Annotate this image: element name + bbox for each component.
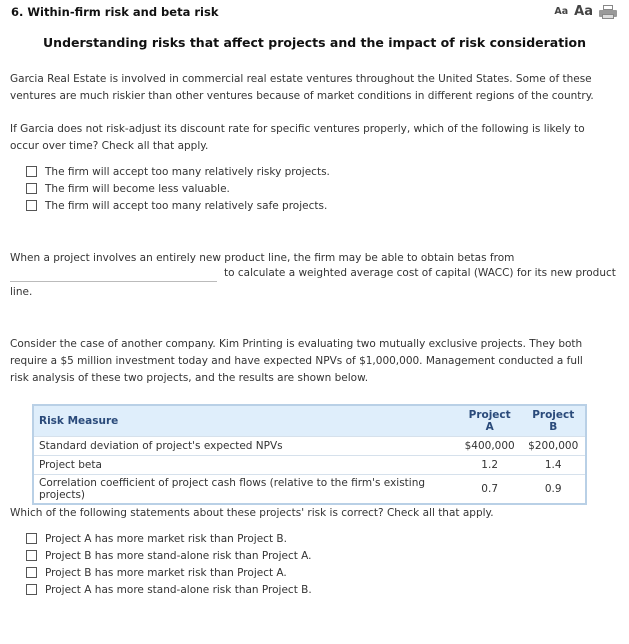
scenario-paragraph: Consider the case of another company. Kim Printing is evaluating two mutually exclusive projects. They both require a $5 million investment today and have expected NPVs of $1,000,000. Management conducted a full risk analysis of these two projects, and the results are shown below. bbox=[10, 338, 583, 384]
q3-option-1[interactable] bbox=[26, 530, 312, 547]
table-row bbox=[33, 437, 586, 456]
checkbox[interactable] bbox=[26, 166, 37, 177]
column-header: Risk Measure bbox=[33, 405, 458, 437]
question2-text-before: When a project involves an entirely new product line, the firm may be able to obtain betas from bbox=[10, 252, 515, 264]
question2-text-end: line. bbox=[10, 286, 33, 298]
intro-paragraph: Garcia Real Estate is involved in commercial real estate ventures throughout the United States. Some of these ventures are much riskier than other ventures because of market conditions in different regions of the country. bbox=[10, 73, 594, 102]
table-cell: 1.2 bbox=[458, 456, 522, 475]
increase-font-button[interactable]: Aa bbox=[574, 4, 593, 19]
table-cell: 1.4 bbox=[521, 456, 586, 475]
question-title: 6. Within-firm risk and beta risk bbox=[11, 5, 219, 19]
q1-option-3[interactable] bbox=[26, 197, 330, 214]
q1-option-2[interactable] bbox=[26, 180, 330, 197]
table-cell: Standard deviation of project's expected NPVs bbox=[33, 437, 458, 456]
table-cell: $200,000 bbox=[521, 437, 586, 456]
question1-options bbox=[26, 163, 330, 214]
decrease-font-button[interactable]: Aa bbox=[554, 6, 569, 17]
table-cell: Project beta bbox=[33, 456, 458, 475]
question3-prompt: Which of the following statements about these projects' risk is correct? Check all that apply. bbox=[10, 507, 494, 519]
q3-option-2[interactable] bbox=[26, 547, 312, 564]
print-icon[interactable] bbox=[599, 5, 617, 19]
option-label: The firm will accept too many relatively safe projects. bbox=[45, 199, 328, 212]
checkbox[interactable] bbox=[26, 200, 37, 211]
column-header: Project A bbox=[458, 405, 522, 437]
checkbox[interactable] bbox=[26, 183, 37, 194]
q1-option-1[interactable] bbox=[26, 163, 330, 180]
option-label: Project B has more stand-alone risk than Project A. bbox=[45, 549, 312, 562]
table-header-row bbox=[33, 405, 586, 437]
option-label: The firm will accept too many relatively risky projects. bbox=[45, 165, 330, 178]
checkbox[interactable] bbox=[26, 584, 37, 595]
section-heading: Understanding risks that affect projects and the impact of risk consideration bbox=[43, 35, 586, 50]
q3-option-3[interactable] bbox=[26, 564, 312, 581]
q3-option-4[interactable] bbox=[26, 581, 312, 598]
toolbar bbox=[554, 4, 617, 19]
question3-options bbox=[26, 530, 312, 598]
column-header: Project B bbox=[521, 405, 586, 437]
option-label: Project A has more stand-alone risk than Project B. bbox=[45, 583, 312, 596]
table-row bbox=[33, 456, 586, 475]
table-cell: 0.9 bbox=[521, 475, 586, 505]
checkbox[interactable] bbox=[26, 533, 37, 544]
checkbox[interactable] bbox=[26, 550, 37, 561]
option-label: Project B has more market risk than Project A. bbox=[45, 566, 287, 579]
option-label: The firm will become less valuable. bbox=[45, 182, 230, 195]
question1-prompt: If Garcia does not risk-adjust its discount rate for specific ventures properly, which of the following is likely to occur over time? Check all that apply. bbox=[10, 123, 585, 152]
table-cell: $400,000 bbox=[458, 437, 522, 456]
risk-table bbox=[32, 404, 587, 505]
fill-in-dropdown[interactable] bbox=[10, 281, 217, 282]
checkbox[interactable] bbox=[26, 567, 37, 578]
question2-text-after: to calculate a weighted average cost of capital (WACC) for its new product bbox=[224, 267, 616, 279]
table-cell: 0.7 bbox=[458, 475, 522, 505]
option-label: Project A has more market risk than Project B. bbox=[45, 532, 287, 545]
table-row bbox=[33, 475, 586, 505]
table-cell: Correlation coefficient of project cash flows (relative to the firm's existing projects) bbox=[33, 475, 458, 505]
